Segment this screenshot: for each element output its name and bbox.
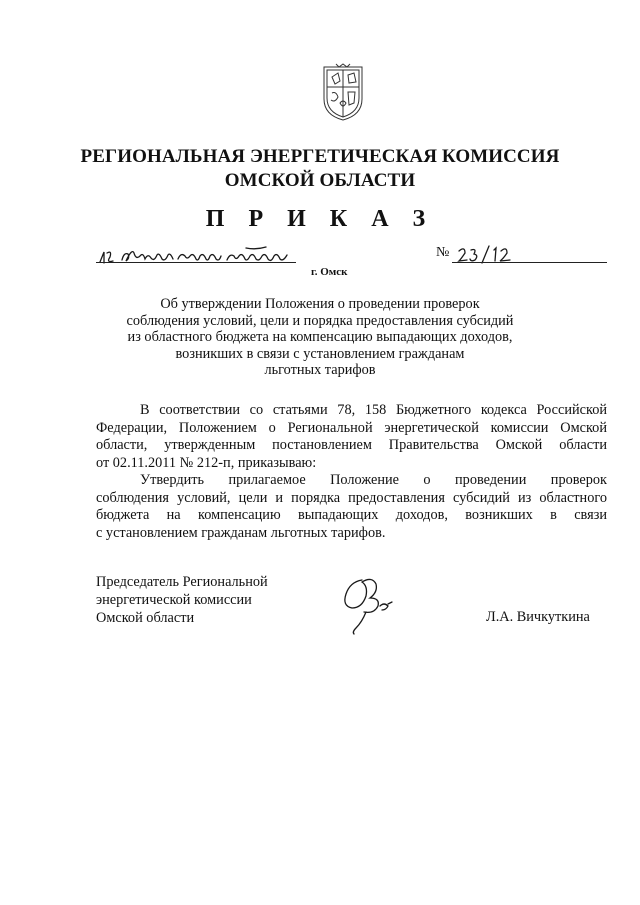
number-label: №	[436, 245, 450, 260]
body-line: Федерации, Положением о Региональной энергетической комиссии Омской	[96, 419, 607, 436]
order-body	[96, 402, 607, 542]
signatory-position-line: Председатель Региональной	[96, 574, 268, 590]
body-line: бюджета на компенсацию выпадающих доходов, возникших в связи	[96, 507, 607, 523]
handwritten-signature	[332, 572, 404, 636]
handwritten-date	[96, 244, 296, 270]
title-line: из областного бюджета на компенсацию выпадающих доходов,	[127, 329, 513, 345]
number-underline	[452, 262, 607, 263]
date-underline	[96, 262, 296, 263]
body-line: Утвердить прилагаемое Положение о проведении проверок	[140, 472, 607, 488]
body-line: с установлением гражданам льготных тарифов.	[96, 524, 386, 541]
organization-name-line1: РЕГИОНАЛЬНАЯ ЭНЕРГЕТИЧЕСКАЯ КОМИССИЯ	[80, 146, 560, 167]
signatory-position-line: энергетической комиссии	[96, 592, 252, 608]
coat-of-arms-emblem	[318, 63, 368, 123]
title-line: возникших в связи с установлением гражданам	[175, 345, 465, 362]
signatory-position	[96, 573, 268, 627]
body-line: В соответствии со статьями 78, 158 Бюджетного кодекса Российской	[140, 402, 607, 418]
document-type-heading: П Р И К А З	[205, 206, 435, 232]
body-line: области, утвержденным постановлением Правительства Омской области	[96, 437, 607, 453]
title-line: льготных тарифов	[264, 362, 376, 378]
title-line: Об утверждении Положения о проведении проверок	[160, 296, 480, 312]
organization-name-line2: ОМСКОЙ ОБЛАСТИ	[224, 170, 416, 191]
signatory-position-line: Омской области	[96, 610, 195, 626]
body-line: от 02.11.2011 № 212-п, приказываю:	[96, 454, 317, 471]
city-label: г. Омск	[311, 266, 348, 278]
title-line: соблюдения условий, цели и порядка предоставления субсидий	[126, 312, 514, 329]
order-title	[90, 296, 550, 379]
body-line: соблюдения условий, цели и порядка предоставления субсидий из областного	[96, 489, 607, 506]
signatory-name: Л.А. Вичкуткина	[486, 609, 590, 625]
